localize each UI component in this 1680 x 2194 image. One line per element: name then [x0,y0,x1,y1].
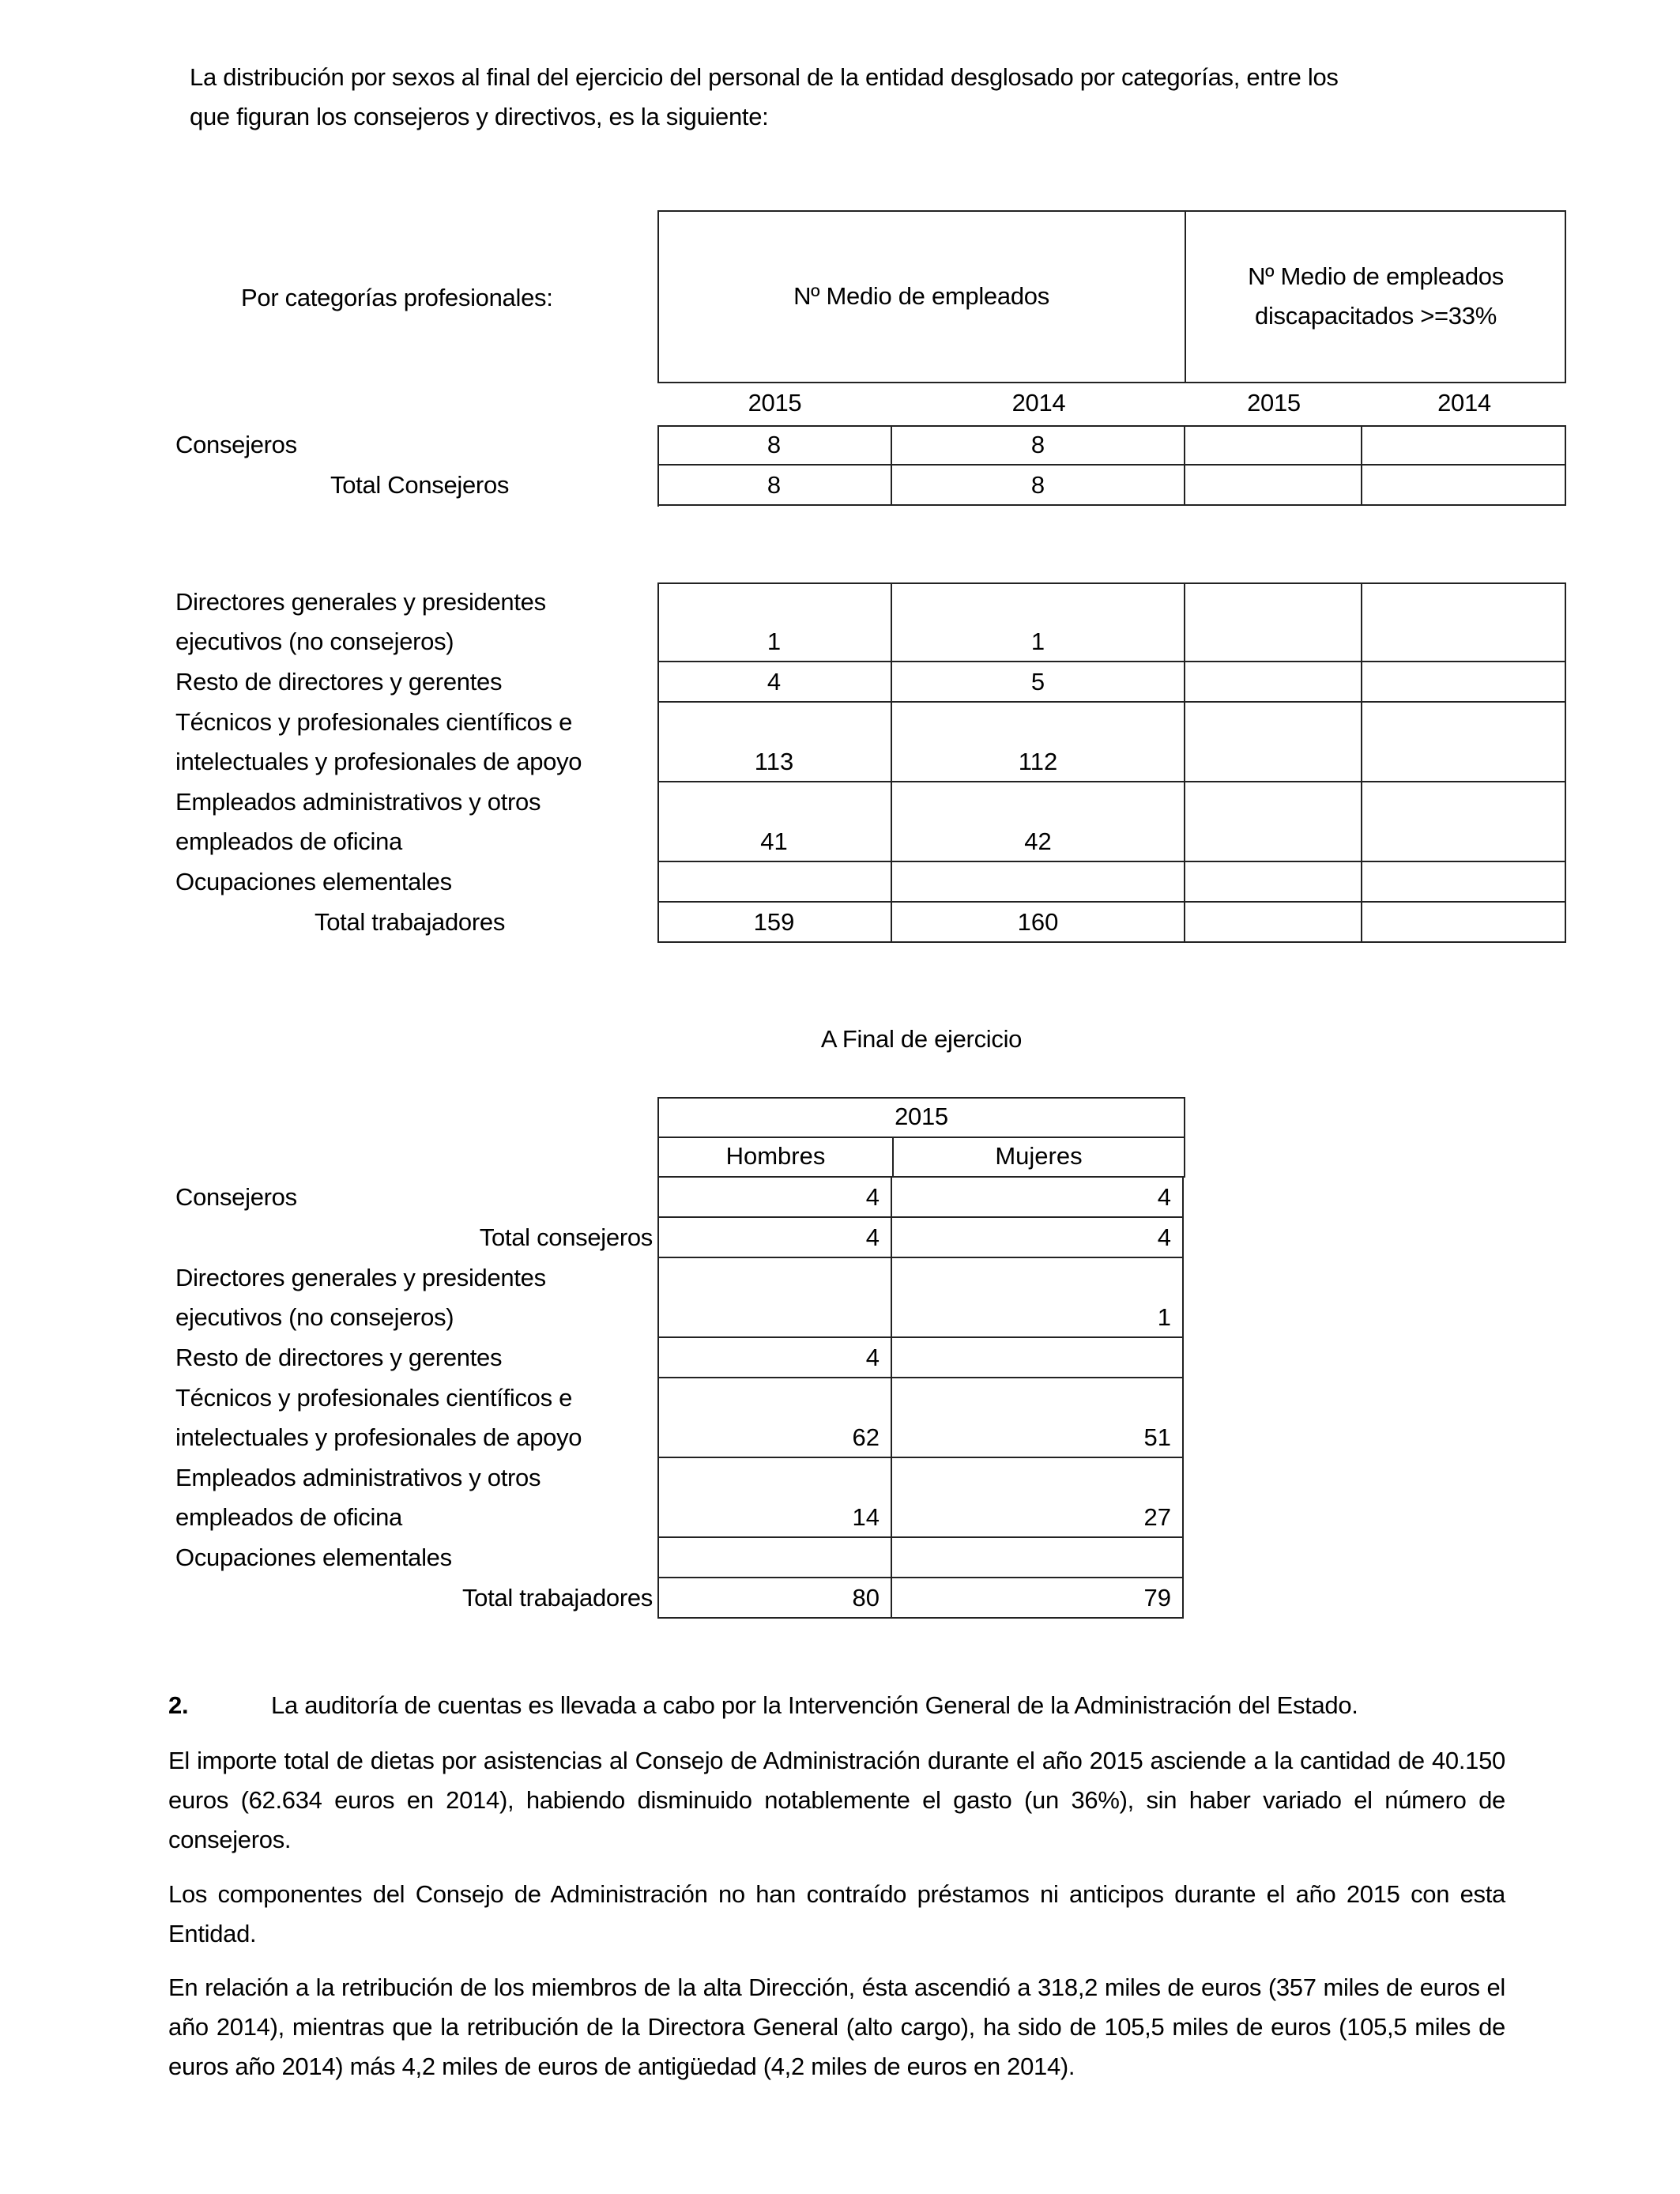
col-group-avg-employees: Nº Medio de empleados [793,282,1049,310]
intro-line-1: La distribución por sexos al final del ejercicio del personal de la entidad desglosado por categorías, entre los [190,63,1339,91]
row-label: Resto de directores y gerentes [175,1344,503,1371]
table-cell: 80 [657,1578,892,1619]
row-label: Técnicos y profesionales científicos e [175,1384,573,1412]
col-header-mujeres: Mujeres [894,1137,1185,1178]
table-cell: 8 [657,466,892,506]
table-cell [657,1538,892,1578]
table-cell: 8 [892,466,1185,506]
table-cell [657,1258,892,1338]
table-cell [1185,425,1362,466]
table-cell: 5 [892,662,1185,703]
row-label: ejecutivos (no consejeros) [175,1303,454,1331]
table-cell [1362,862,1566,903]
paragraph-retribucion: En relación a la retribución de los miembros de la alta Dirección, ésta ascendió a 318,2 miles de euros (357 miles de euros el año 2014), mientras que la retribución de la Directora General (alto cargo), ha sido de 105,5 miles de euros (105,5 miles de euros año 2014) más 4,2 miles de euros de antigüedad (4,2 miles de euros en 2014). [168,1973,1505,2080]
row-label-consejeros: Consejeros [175,431,297,458]
table-cell: 4 [657,662,892,703]
row-label: Consejeros [175,1183,297,1211]
row-label: Ocupaciones elementales [175,868,452,895]
table-cell [892,1538,1184,1578]
table-cell [892,862,1185,903]
row-label: Directores generales y presidentes [175,588,546,616]
col-group-disabled-line1: Nº Medio de empleados [1248,262,1504,290]
section-heading: La auditoría de cuentas es llevada a cabo por la Intervención General de la Administración del Estado. [271,1691,1358,1719]
table-cell [1362,903,1566,943]
table-cell: 1 [892,582,1185,662]
table-cell: 159 [657,903,892,943]
table-cell: 62 [657,1378,892,1458]
row-label: Empleados administrativos y otros [175,788,541,816]
row-label: Resto de directores y gerentes [175,668,503,696]
intro-line-2: que figuran los consejeros y directivos, es la siguiente: [190,103,769,130]
table-cell [1185,703,1362,782]
table2-caption: A Final de ejercicio [820,1025,1023,1053]
row-header-label: Por categorías profesionales: [241,284,553,311]
row-label: Directores generales y presidentes [175,1264,546,1291]
table-cell: 27 [892,1458,1184,1538]
table-cell [1185,862,1362,903]
row-label: Ocupaciones elementales [175,1544,452,1571]
row-label: intelectuales y profesionales de apoyo [175,1423,582,1451]
row-label: Empleados administrativos y otros [175,1464,541,1491]
row-label: empleados de oficina [175,1503,402,1531]
section-number: 2. [168,1691,189,1719]
paragraph-dietas: El importe total de dietas por asistencias al Consejo de Administración durante el año 2015 asciende a la cantidad de 40.150 euros (62.634 euros en 2014), habiendo disminuido notablemente el gasto (un 36%), sin haber variado el número de consejeros. [168,1747,1505,1853]
year-header: 2015 [1247,389,1301,417]
table-cell [1362,466,1566,506]
row-label: empleados de oficina [175,827,402,855]
row-label-total: Total consejeros [479,1223,653,1251]
table-cell: 4 [657,1178,892,1218]
table-cell: 1 [892,1258,1184,1338]
table-cell [1185,582,1362,662]
table-cell: 14 [657,1458,892,1538]
table-cell [1362,425,1566,466]
table-cell [657,862,892,903]
table-cell: 51 [892,1378,1184,1458]
table-cell: 8 [892,425,1185,466]
table-cell [1185,782,1362,862]
paragraph-prestamos: Los componentes del Consejo de Administración no han contraído préstamos ni anticipos durante el año 2015 con esta Entidad. [168,1880,1505,1947]
row-label: intelectuales y profesionales de apoyo [175,748,582,775]
table-cell [1362,582,1566,662]
table-cell: 79 [892,1578,1184,1619]
row-label-total: Total trabajadores [461,1584,653,1612]
table1-section1-grid [657,425,1566,507]
table-cell: 4 [892,1178,1184,1218]
table-cell [1185,466,1362,506]
year-header: 2014 [1437,389,1491,417]
table2-grid [657,1178,1185,1619]
table-cell [1185,903,1362,943]
row-label-total: Total trabajadores [315,908,506,936]
table-cell: 4 [657,1218,892,1258]
table-cell: 112 [892,703,1185,782]
table-cell [1185,662,1362,703]
table-cell: 160 [892,903,1185,943]
row-label-total-consejeros: Total Consejeros [330,471,510,499]
table-cell: 4 [657,1338,892,1378]
row-label: ejecutivos (no consejeros) [175,628,454,655]
year-header: 2014 [1011,389,1066,417]
col-group-disabled-line2: discapacitados >=33% [1255,302,1497,330]
col-header-hombres: Hombres [659,1137,894,1178]
table-cell [1362,782,1566,862]
table-cell [1362,703,1566,782]
table1-section2-grid [657,582,1566,943]
table-cell: 113 [657,703,892,782]
table-cell: 42 [892,782,1185,862]
table-cell [892,1338,1184,1378]
table-cell: 1 [657,582,892,662]
year-header: 2015 [748,389,802,417]
table-cell [1362,662,1566,703]
table2-year-header: 2015 [895,1103,948,1130]
row-label: Técnicos y profesionales científicos e [175,708,573,736]
table-cell: 4 [892,1218,1184,1258]
table-cell: 41 [657,782,892,862]
table2-col-headers [657,1137,1185,1178]
table-cell: 8 [657,425,892,466]
